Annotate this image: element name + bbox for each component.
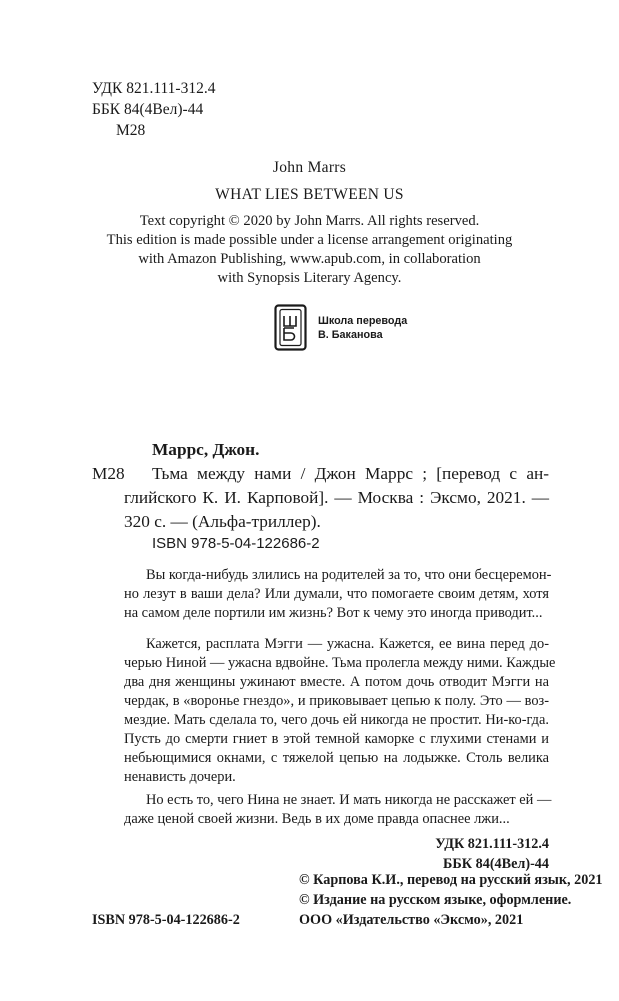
annotation-line: Вы когда-нибудь злились на родителей за то, что они бесцеремон-: [146, 567, 552, 583]
annotation-line: Но есть то, чего Нина не знает. И мать никогда не расскажет ей —: [146, 792, 552, 808]
annotation-line: на самом деле портили им жизнь? Вот к чему это иногда приводит...: [124, 605, 543, 621]
logo-emblem-icon: [274, 304, 314, 352]
original-title: WHAT LIES BETWEEN US: [215, 186, 404, 203]
udk-top: УДК 821.111-312.4: [92, 80, 216, 97]
annotation-line: два дня женщины ужинают вместе. А потом дочь отводит Мэгги на: [124, 674, 549, 690]
catalog-line: Тьма между нами / Джон Маррс ; [перевод с ан-: [152, 464, 549, 483]
bbk-bottom: ББК 84(4Вел)-44: [443, 856, 549, 872]
bbk-top: ББК 84(4Вел)-44: [92, 101, 204, 118]
catalog-mark: М28: [92, 464, 125, 483]
catalog-line: 320 с. — (Альфа-триллер).: [124, 512, 321, 531]
annotation-line: даже ценой своей жизни. Ведь в их доме правда опаснее лжи...: [124, 811, 510, 827]
annotation-line: Кажется, расплата Мэгги — ужасна. Кажется, ее вина перед до-: [146, 636, 549, 652]
catalog-isbn: ISBN 978-5-04-122686-2: [152, 535, 320, 552]
logo-caption: [318, 314, 407, 342]
annotation-line: Пусть до смерти гниет в этой темной каморке с глухими стенами и: [124, 731, 549, 747]
udk-bottom: УДК 821.111-312.4: [435, 836, 549, 852]
annotation-line: небьющимися окнами, с тяжелой цепью на лодыжке. Столь велика: [124, 750, 549, 766]
copyright-line: Text copyright © 2020 by John Marrs. All rights reserved.: [139, 213, 480, 229]
logo-line: В. Баканова: [318, 329, 383, 341]
translation-school-logo: [274, 304, 314, 352]
annotation-line: мездие. Мать сделала то, чего дочь ей никогда не простит. Ни-ко-гда.: [124, 712, 549, 728]
copyright-line: with Synopsis Literary Agency.: [217, 270, 402, 286]
catalog-author-heading: Маррс, Джон.: [152, 440, 260, 459]
annotation-line: чердак, в «воронье гнездо», и приковывает цепью к полу. Это — воз-: [124, 693, 549, 709]
logo-line: Школа перевода: [318, 315, 408, 327]
author-mark-top: М28: [116, 122, 146, 139]
rights-line: © Издание на русском языке, оформление.: [299, 892, 572, 908]
annotation-line: но лезут в ваши дела? Или думали, что помогаете своим детям, хотя: [124, 586, 549, 602]
copyright-line: with Amazon Publishing, www.apub.com, in collaboration: [138, 251, 481, 267]
annotation-line: ненависть дочери.: [124, 769, 236, 785]
rights-line: ООО «Издательство «Эксмо», 2021: [299, 912, 524, 928]
annotation-line: черью Ниной — ужасна вдвойне. Тьма пролегла между ними. Каждые: [124, 655, 556, 671]
footer-isbn: ISBN 978-5-04-122686-2: [92, 912, 240, 928]
rights-line: © Карпова К.И., перевод на русский язык, 2021: [299, 872, 603, 888]
original-author: John Marrs: [272, 159, 347, 176]
catalog-line: глийского К. И. Карповой]. — Москва : Эксмо, 2021. —: [124, 488, 549, 507]
copyright-line: This edition is made possible under a license arrangement originating: [106, 232, 513, 248]
